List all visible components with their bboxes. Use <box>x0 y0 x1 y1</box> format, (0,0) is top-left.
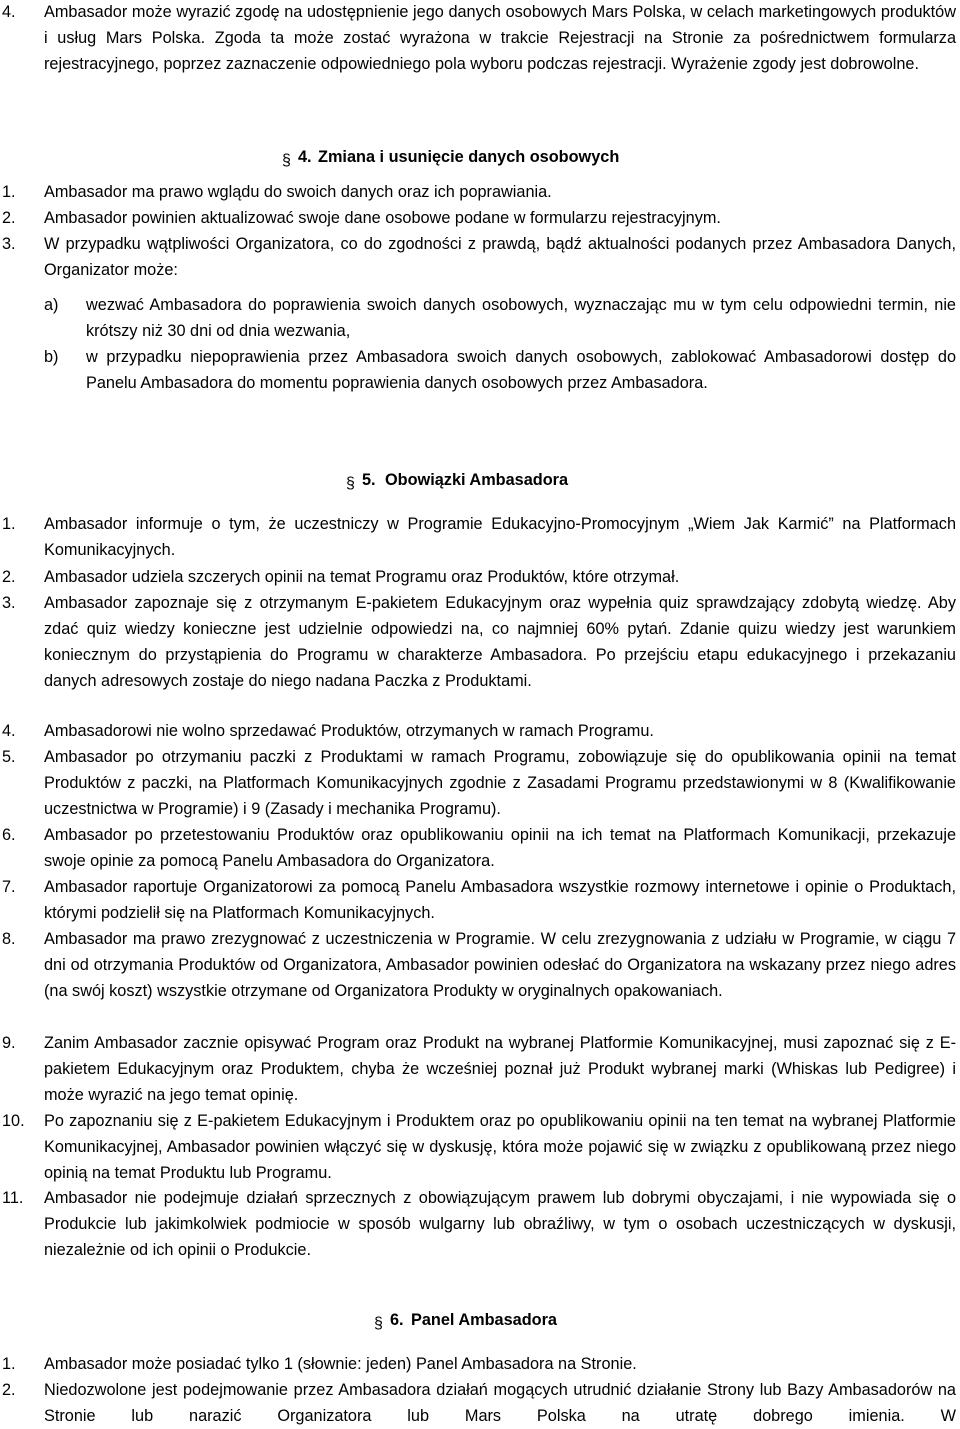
list-item <box>0 744 956 822</box>
list-item <box>0 1351 956 1377</box>
item-text: Ambasador może posiadać tylko 1 (słownie: jeden) Panel Ambasadora na Stronie. <box>44 1355 637 1373</box>
item-number: 2. <box>2 1381 16 1399</box>
item-text: W przypadku wątpliwości Organizatora, co do zgodności z prawdą, bądź aktualności podanych przez Ambasadora Danych, Organizator może: <box>44 235 956 279</box>
section-heading <box>0 144 960 170</box>
section-number: 4. <box>298 148 312 166</box>
list-item <box>0 231 956 283</box>
item-number: 1. <box>2 183 16 201</box>
item-number: 10. <box>2 1112 25 1130</box>
item-text: Ambasador nie podejmuje działań sprzecznych z obowiązującym prawem lub dobrymi obyczajami, i nie wypowiada się o Produkcie lub jakimkolwiek podmiocie w sposób wulgarny lub obraźliwy, w tym o osobach uczestniczących w dyskusji, niezależnie od ich opinii o Produkcie. <box>44 1189 956 1259</box>
section-sign-icon: § <box>346 475 355 492</box>
item-text: Ambasador zapoznaje się z otrzymanym E-pakietem Edukacyjnym oraz wypełnia quiz sprawdzający zdobytą wiedzę. Aby zdać quiz wiedzy konieczne jest udzielnie odpowiedzi na, co najmniej 60% pytań. Zdanie quizu wiedzy jest warunkiem koniecznym do przystąpienia do Programu w charakterze Ambasadora. Po przejściu etapu edukacyjnego i przekazaniu danych adresowych zostaje do niego nadana Paczka z Produktami. <box>44 594 956 690</box>
item-text: Ambasador ma prawo zrezygnować z uczestniczenia w Programie. W celu zrezygnowania z udziału w Programie, w ciągu 7 dni od otrzymania Produktów od Organizatora, Ambasador powinien odesłać do Organizatora na wskazany przez niego adres (na swój koszt) wszystkie otrzymane od Organizatora Produkty w oryginalnych opakowaniach. <box>44 930 956 1000</box>
item-number: 8. <box>2 930 16 948</box>
section-sign-icon: § <box>374 1315 383 1332</box>
list-item <box>0 205 956 231</box>
sub-list-item <box>44 344 956 396</box>
section-title: Zmiana i usunięcie danych osobowych <box>318 148 620 166</box>
item-number: 11. <box>2 1189 24 1207</box>
list-item <box>0 1185 956 1263</box>
item-text: Zanim Ambasador zacznie opisywać Program oraz Produkt na wybranej Platformie Komunikacyjnej, musi zapoznać się z E-pakietem Edukacyjnym oraz Produktem, chyba że wcześniej poznał już Produkt wybranej marki (Whiskas lub Pedigree) i może wyrazić na jego temat opinię. <box>44 1034 956 1104</box>
item-text: Niedozwolone jest podejmowanie przez Ambasadora działań mogących utrudnić działanie Strony lub Bazy Ambasadorów na Stronie lub narazić Organizatora lub Mars Polska na utratę dobrego imienia. W <box>44 1381 956 1425</box>
list-item <box>0 1377 956 1429</box>
item-number: 5. <box>2 748 16 766</box>
list-item <box>0 0 956 77</box>
item-letter: b) <box>44 348 59 366</box>
item-text: Ambasador powinien aktualizować swoje dane osobowe podane w formularzu rejestracyjnym. <box>44 209 721 227</box>
item-text: Ambasador po otrzymaniu paczki z Produktami w ramach Programu, zobowiązuje się do opublikowania opinii na temat Produktów z paczki, na Platformach Komunikacyjnych zgodnie z Zasadami Programu przedstawionymi w 8 (Kwalifikowanie uczestnictwa w Programie) i 9 (Zasady i mechanika Programu). <box>44 748 956 818</box>
list-item <box>0 874 956 926</box>
item-number: 3. <box>2 594 16 612</box>
item-number: 6. <box>2 826 16 844</box>
item-text: Ambasador może wyrazić zgodę na udostępnienie jego danych osobowych Mars Polska, w celach marketingowych produktów i usług Mars Polska. Zgoda ta może zostać wyrażona w trakcie Rejestracji na Stronie za pośrednictwem formularza rejestracyjnego, poprzez zaznaczenie odpowiedniego pola wyboru podczas rejestracji. Wyrażenie zgody jest dobrowolne. <box>44 3 956 73</box>
list-item <box>0 718 956 744</box>
item-number: 7. <box>2 878 16 896</box>
item-text: Ambasador informuje o tym, że uczestniczy w Programie Edukacyjno-Promocyjnym „Wiem Jak Karmić” na Platformach Komunikacyjnych. <box>44 515 956 559</box>
section-title: Obowiązki Ambasadora <box>385 471 569 489</box>
item-number: 9. <box>2 1034 16 1052</box>
item-number: 1. <box>2 515 16 533</box>
section-number: 5. <box>362 471 376 489</box>
list-item <box>0 590 956 694</box>
item-number: 4. <box>2 3 16 21</box>
item-text: Ambasador udziela szczerych opinii na temat Programu oraz Produktów, które otrzymał. <box>44 568 680 586</box>
item-text: Ambasador raportuje Organizatorowi za pomocą Panelu Ambasadora wszystkie rozmowy internetowe i opinie o Produktach, którymi podzielił się na Platformach Komunikacyjnych. <box>44 878 956 922</box>
section-heading <box>0 467 960 493</box>
list-item <box>0 179 956 205</box>
list-item <box>0 511 956 563</box>
list-item <box>0 1030 956 1108</box>
item-text: Po zapoznaniu się z E-pakietem Edukacyjnym i Produktem oraz po opublikowaniu opinii na ten temat na wybranej Platformie Komunikacyjnej, Ambasador powinien włączyć się w dyskusję, która może pojawić się w związku z opublikowaną przez niego opinią na temat Produktu lub Programu. <box>44 1112 956 1182</box>
list-item <box>0 564 956 590</box>
item-number: 1. <box>2 1355 16 1373</box>
sub-list-item <box>44 292 956 344</box>
section-number: 6. <box>390 1311 404 1329</box>
list-item <box>0 1108 956 1186</box>
item-text: w przypadku niepoprawienia przez Ambasadora swoich danych osobowych, zablokować Ambasadorowi dostęp do Panelu Ambasadora do momentu poprawienia danych osobowych przez Ambasadora. <box>86 348 956 392</box>
item-number: 4. <box>2 722 16 740</box>
list-item <box>0 926 956 1004</box>
item-number: 2. <box>2 568 16 586</box>
section-heading <box>0 1307 960 1333</box>
item-text: wezwać Ambasadora do poprawienia swoich danych osobowych, wyznaczając mu w tym celu odpowiedni termin, nie krótszy niż 30 dni od dnia wezwania, <box>86 296 956 340</box>
item-text: Ambasadorowi nie wolno sprzedawać Produktów, otrzymanych w ramach Programu. <box>44 722 654 740</box>
list-item <box>0 822 956 874</box>
item-text: Ambasador ma prawo wglądu do swoich danych oraz ich poprawiania. <box>44 183 552 201</box>
section-sign-icon: § <box>282 152 291 169</box>
section-title: Panel Ambasadora <box>411 1311 557 1329</box>
item-text: Ambasador po przetestowaniu Produktów oraz opublikowaniu opinii na ich temat na Platformach Komunikacji, przekazuje swoje opinie za pomocą Panelu Ambasadora do Organizatora. <box>44 826 956 870</box>
item-number: 3. <box>2 235 16 253</box>
item-letter: a) <box>44 296 59 314</box>
item-number: 2. <box>2 209 16 227</box>
